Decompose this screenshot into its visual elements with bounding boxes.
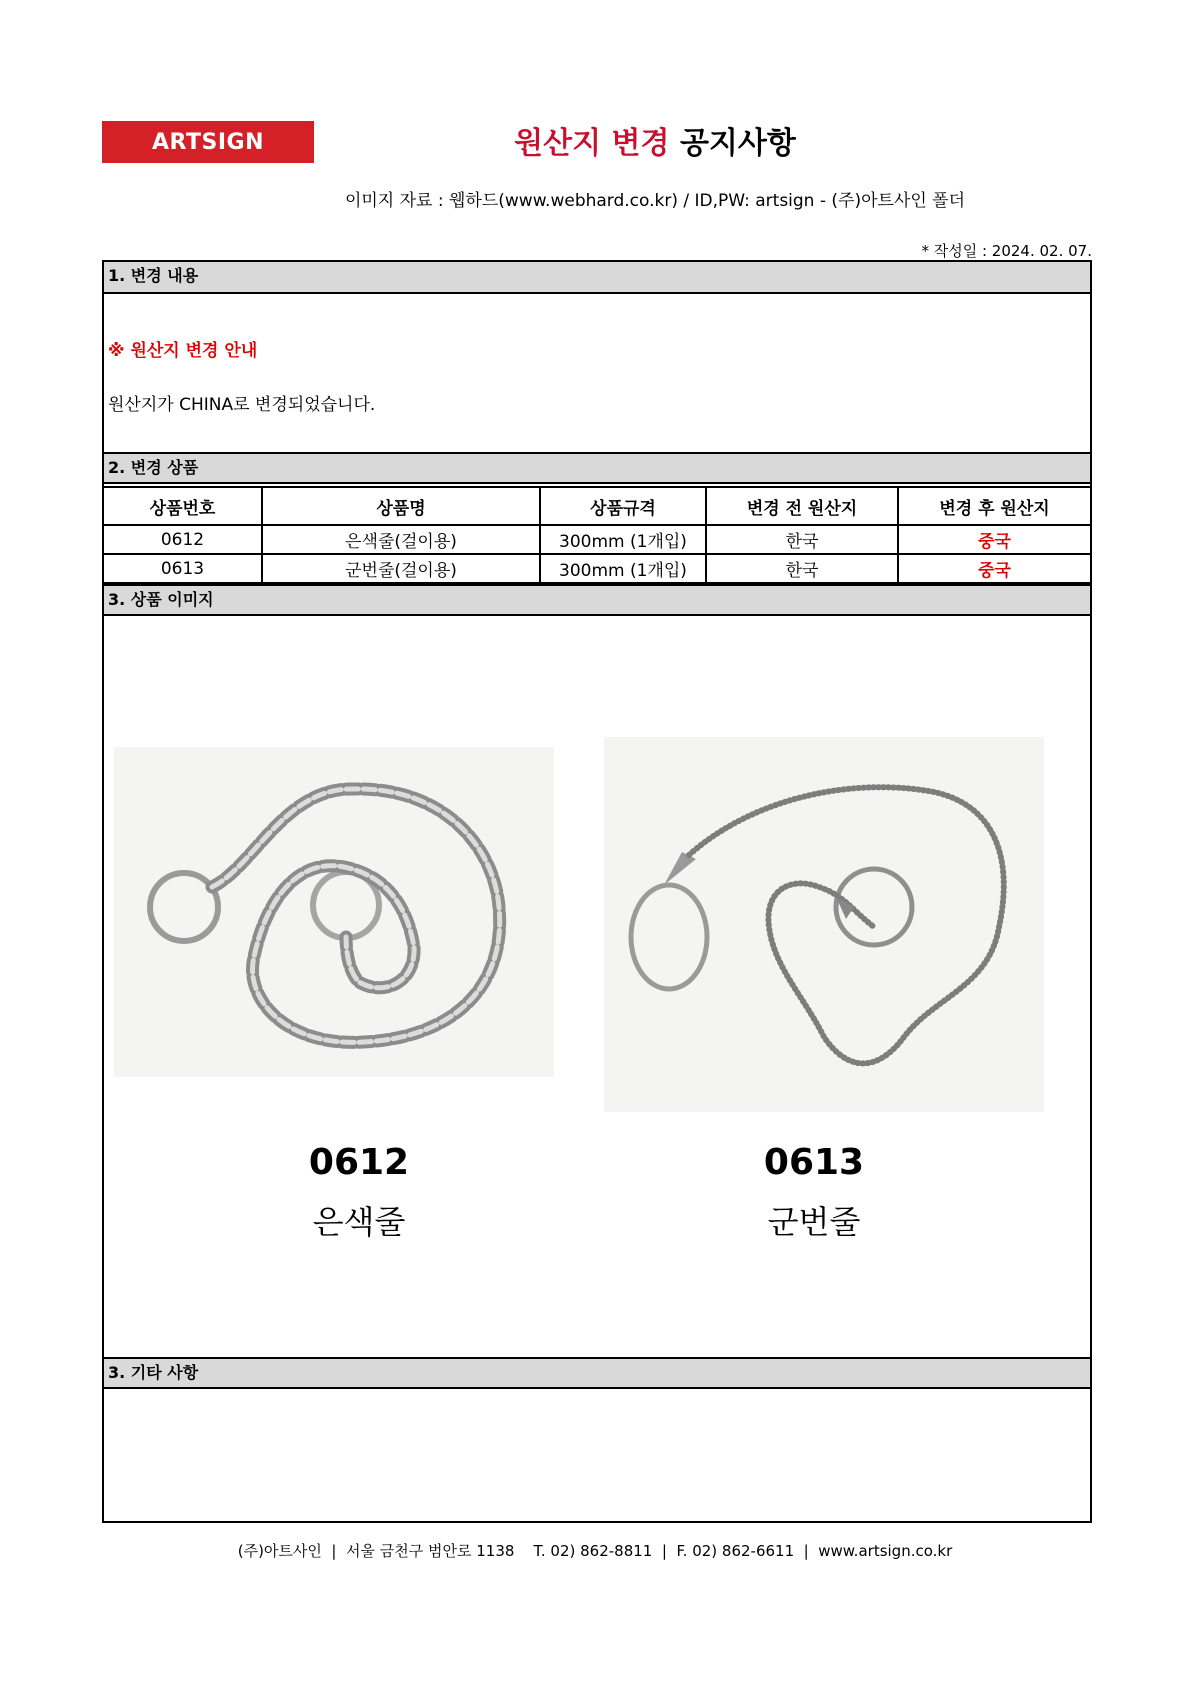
cell-code: 0613 bbox=[104, 554, 262, 583]
notice-text: 원산지가 CHINA로 변경되었습니다. bbox=[108, 395, 376, 415]
company-footer: (주)아트사인 | 서울 금천구 범안로 1138 T. 02) 862-8811 | F. 02) 862-6611 | www.artsign.co.kr bbox=[237, 1542, 953, 1560]
cell-origin-after: 중국 bbox=[898, 554, 1090, 583]
table-row bbox=[104, 525, 1090, 554]
product-name-0613: 군번줄 bbox=[767, 1203, 861, 1241]
cell-origin-after: 중국 bbox=[898, 525, 1090, 554]
cell-spec: 300mm (1개입) bbox=[540, 525, 706, 554]
page-title-red: 원산지 변경 bbox=[514, 126, 670, 161]
section-heading-changes: 1. 변경 내용 bbox=[104, 262, 1090, 294]
section-heading-images: 3. 상품 이미지 bbox=[104, 584, 1090, 616]
column-header-code: 상품번호 bbox=[104, 487, 262, 525]
cell-origin-before: 한국 bbox=[706, 525, 898, 554]
page-title bbox=[0, 118, 1190, 162]
table-row bbox=[104, 554, 1090, 583]
cell-origin-before: 한국 bbox=[706, 554, 898, 583]
product-name-0612: 은색줄 bbox=[312, 1203, 406, 1241]
cell-name: 은색줄(걸이용) bbox=[262, 525, 540, 554]
ball-chain-image bbox=[604, 737, 1044, 1112]
image-source-note: 이미지 자료 : 웹하드(www.webhard.co.kr) / ID,PW: artsign - (주)아트사인 폴더 bbox=[344, 191, 966, 211]
product-code-0613: 0613 bbox=[763, 1142, 865, 1183]
product-photo-0612 bbox=[114, 747, 554, 1077]
written-date: * 작성일 : 2024. 02. 07. bbox=[921, 242, 1092, 260]
column-header-name: 상품명 bbox=[262, 487, 540, 525]
product-photo-0613 bbox=[604, 737, 1044, 1112]
column-header-spec: 상품규격 bbox=[540, 487, 706, 525]
section-heading-other: 3. 기타 사항 bbox=[104, 1357, 1090, 1389]
column-header-origin-before: 변경 전 원산지 bbox=[706, 487, 898, 525]
page-title-black: 공지사항 bbox=[679, 126, 796, 161]
cell-code: 0612 bbox=[104, 525, 262, 554]
table-header-row bbox=[104, 487, 1090, 525]
product-code-0612: 0612 bbox=[308, 1142, 410, 1183]
silver-chain-image bbox=[114, 747, 554, 1077]
product-table bbox=[104, 486, 1090, 584]
column-header-origin-after: 변경 후 원산지 bbox=[898, 487, 1090, 525]
cell-spec: 300mm (1개입) bbox=[540, 554, 706, 583]
artsign-logo: ARTSIGN bbox=[102, 121, 314, 163]
section-heading-products: 2. 변경 상품 bbox=[104, 452, 1090, 484]
cell-name: 군번줄(걸이용) bbox=[262, 554, 540, 583]
notice-frame bbox=[102, 260, 1092, 1523]
notice-title: ※ 원산지 변경 안내 bbox=[108, 341, 258, 361]
